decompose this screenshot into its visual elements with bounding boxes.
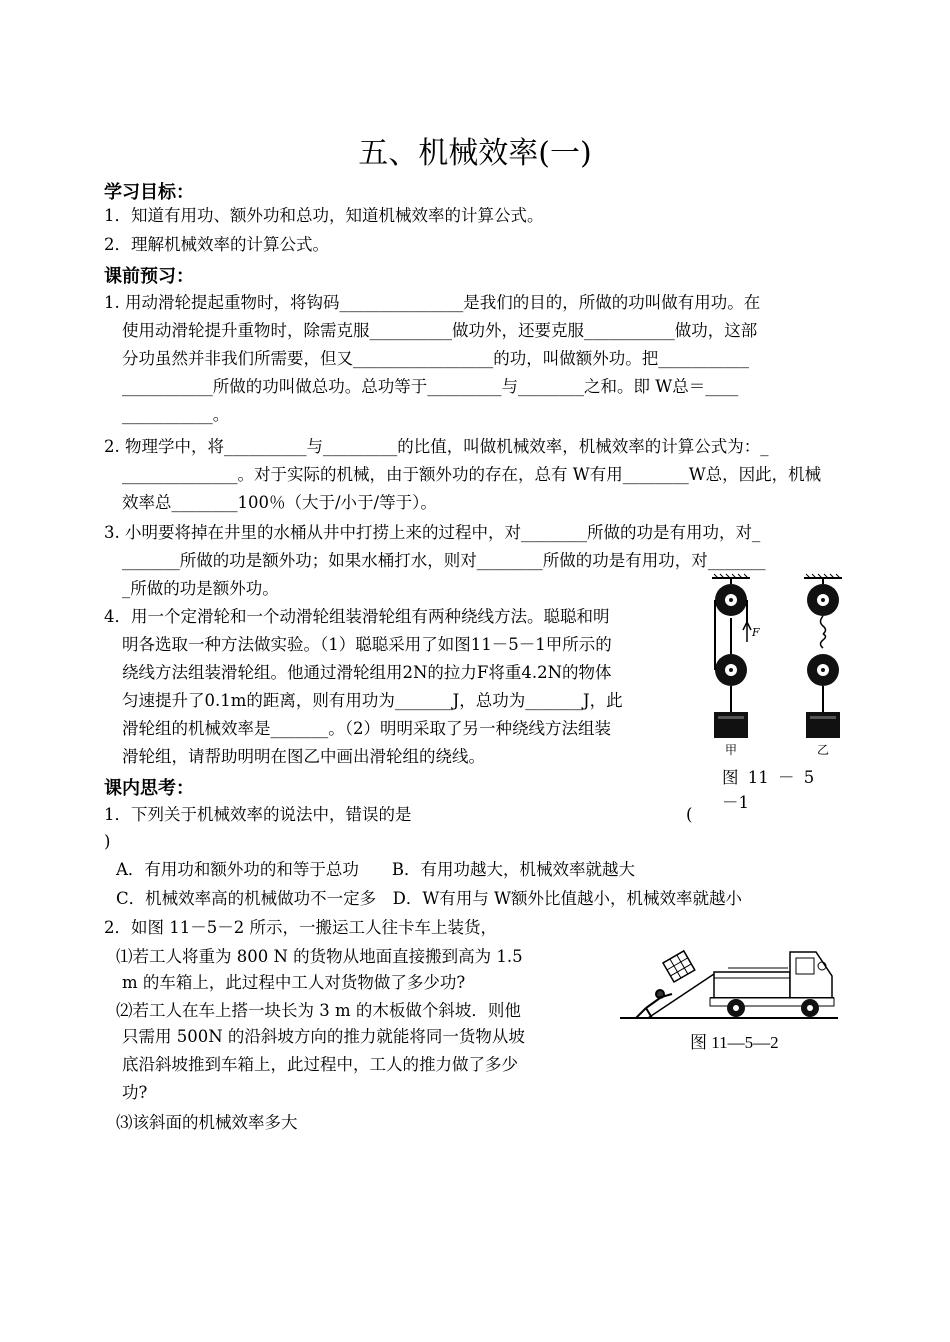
q4-line-4: 匀速提升了0.1m的距离，则有用功为_______J，总功为_______J，此 (122, 691, 623, 710)
t1-paren-open: ( (686, 805, 693, 824)
q4-line-5: 滑轮组的机械效率是_______。（2）明明采取了另一种绕线方法组装 (122, 719, 611, 738)
t1-options-ab: A．有用功和额外功的和等于总功 B．有用功越大，机械效率就越大 (116, 860, 636, 879)
q4-line-3: 绕线方法组装滑轮组。他通过滑轮组用2N的拉力F将重4.2N的物体 (122, 663, 612, 682)
q2-line-3: 效率总________100％（大于/小于/等于）。 (122, 493, 437, 512)
t2-line-5: 底沿斜坡推到车箱上，此过程中，工人的推力做了多少 (122, 1055, 518, 1074)
goal-2: 2．理解机械效率的计算公式。 (104, 235, 329, 254)
q3-line-1: 3. 小明要将掉在井里的水桶从井中打捞上来的过程中，对________所做的功是有用功，对_ (104, 523, 761, 542)
section-heading-preview: 课前预习： (104, 266, 194, 287)
page-title: 五、机械效率(一) (358, 136, 592, 171)
t2-line-6: 功? (122, 1083, 148, 1102)
q1-line-3: 分功虽然并非我们所需要，但又_________________的功，叫做额外功。把___________ (122, 349, 749, 368)
q2-line-1: 2. 物理学中，将__________与_________的比值，叫做机械效率，机械效率的计算公式为：_ (104, 437, 769, 456)
t2-line-4: 只需用 500N 的沿斜坡方向的推力就能将同一货物从坡 (122, 1027, 525, 1046)
label-yi: 乙 (817, 743, 830, 757)
section-heading-class: 课内思考： (104, 778, 194, 799)
fig1-caption-2: －1 (722, 793, 749, 812)
t1-stem: 1．下列关于机械效率的说法中，错误的是 (104, 805, 412, 824)
q4-line-1: 4．用一个定滑轮和一个动滑轮组装滑轮组有两种绕线方法。聪聪和明 (104, 607, 610, 626)
goal-1: 1．知道有用功、额外功和总功，知道机械效率的计算公式。 (104, 206, 544, 225)
t2-line-3: ⑵若工人在车上搭一块长为 3 m 的木板做个斜坡．则他 (116, 1001, 521, 1020)
q4-line-6: 滑轮组，请帮助明明在图乙中画出滑轮组的绕线。 (122, 747, 485, 766)
t2-stem: 2．如图 11－5－2 所示，一搬运工人往卡车上装货， (104, 918, 497, 937)
pulley-figure (704, 572, 850, 760)
q3-line-2: _______所做的功是额外功；如果水桶打水，则对________所做的功是有用功，对_______ (122, 551, 766, 570)
force-label: F (752, 626, 760, 639)
t1-options-cd: C．机械效率高的机械做功不一定多 D．W有用与 W额外比值越小，机械效率就越小 (116, 889, 743, 908)
q1-line-4: ___________所做的功叫做总功。总功等于_________与________之和。即 W总＝____ (122, 377, 739, 396)
q1-line-5: ___________。 (122, 405, 230, 424)
t1-paren-close: ) (104, 832, 111, 851)
q1-line-2: 使用动滑轮提升重物时，除需克服__________做功外，还要克服___________做功，这部 (122, 321, 758, 340)
section-heading-goals: 学习目标： (104, 182, 194, 203)
t2-line-2: m 的车箱上，此过程中工人对货物做了多少功? (122, 973, 466, 992)
t2-line-7: ⑶该斜面的机械效率多大 (116, 1113, 298, 1132)
t2-line-1: ⑴若工人将重为 800 N 的货物从地面直接搬到高为 1.5 (116, 947, 523, 966)
q3-line-3: _所做的功是额外功。 (122, 579, 279, 598)
fig1-caption-1: 图 11 － 5 (722, 768, 815, 787)
q1-line-1: 1. 用动滑轮提起重物时，将钩码_______________是我们的目的，所做的功叫做有用功。在 (104, 293, 761, 312)
q2-line-2: ______________。对于实际的机械，由于额外功的存在，总有 W有用________W总，因此，机械 (122, 465, 822, 484)
fig2-caption: 图 11—5—2 (690, 1033, 779, 1052)
truck-figure (618, 938, 840, 1024)
label-jia: 甲 (725, 743, 738, 757)
q4-line-2: 明各选取一种方法做实验。（1）聪聪采用了如图11－5－1甲所示的 (122, 635, 612, 654)
